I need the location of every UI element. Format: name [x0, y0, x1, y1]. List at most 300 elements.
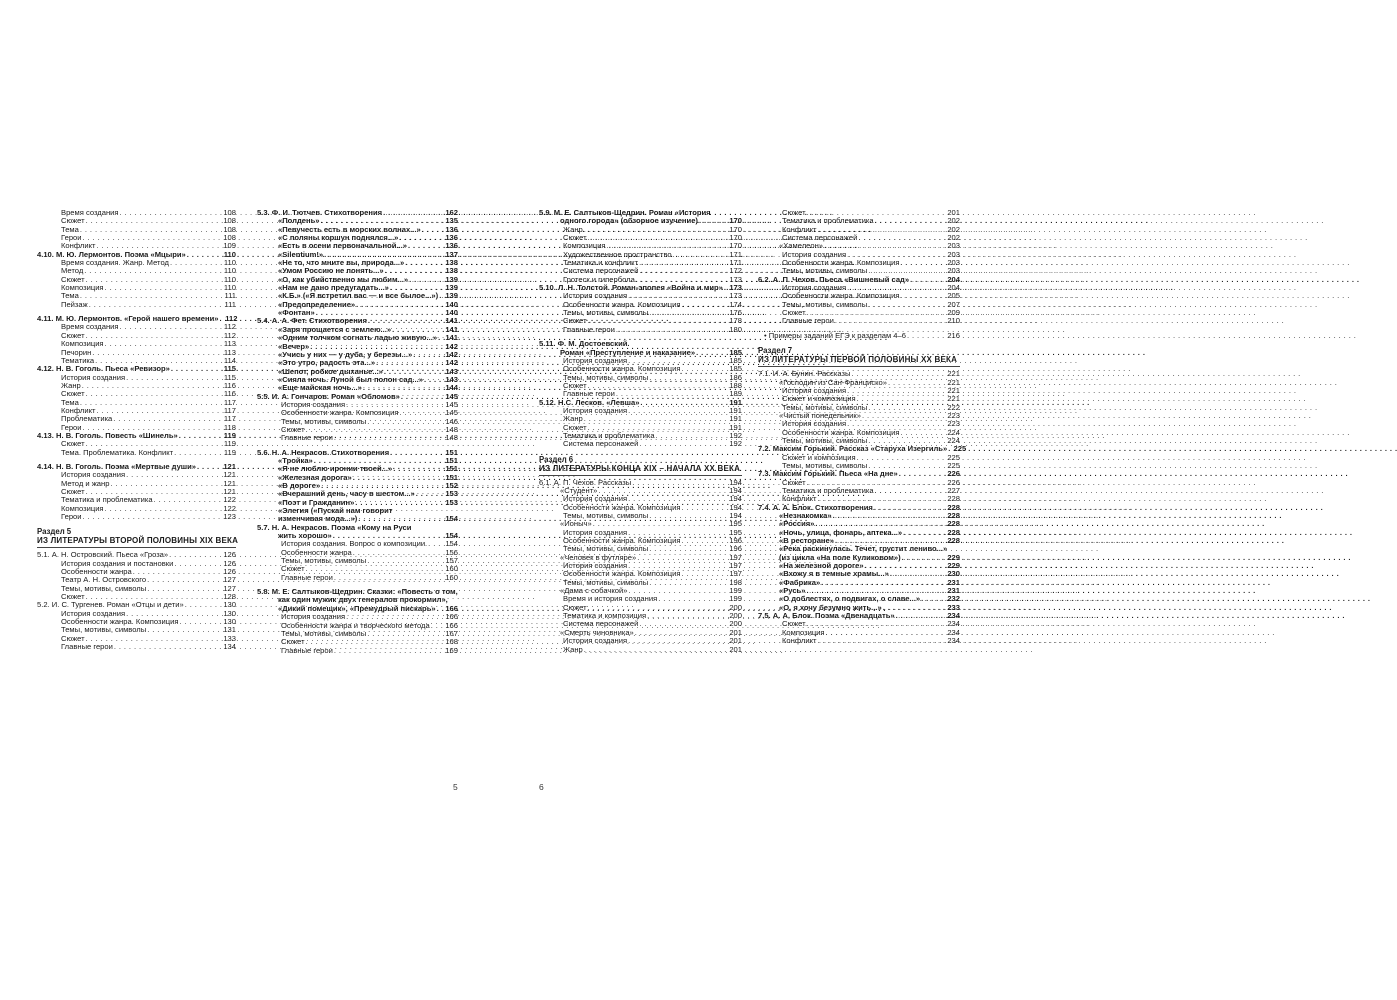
page-ref: 234 [947, 636, 960, 646]
chapter-divider [37, 547, 236, 548]
page-ref: 170 [729, 233, 742, 243]
page-ref: 197 [729, 569, 742, 579]
entry-title: Жанр [61, 380, 81, 390]
page-ref: 229 [947, 552, 960, 562]
dot-leader [835, 317, 946, 325]
entry-title: «Ночь, улица, фонарь, аптека...» [779, 527, 903, 537]
dot-leader [907, 332, 946, 340]
page-ref: 122 [223, 503, 236, 513]
entry-title: «Шепот, робкое дыханье...» [278, 366, 383, 376]
page-ref: 221 [947, 377, 960, 387]
chapter-title: ИЗ ЛИТЕРАТУРЫ ВТОРОЙ ПОЛОВИНЫ XIX ВЕКА [37, 536, 239, 546]
entry-title: Темы, мотивы, символы [782, 402, 868, 412]
entry-title: Композиция [61, 283, 104, 293]
page-ref: 133 [223, 633, 236, 643]
entry-title: История создания [563, 636, 628, 646]
entry-title: «Есть в осени первоначальной...» [278, 241, 407, 251]
entry-title: Система персонажей [563, 619, 639, 629]
entry-title: Главные герои [281, 645, 333, 655]
entry-title: Тема [61, 291, 79, 301]
entry-title: Сюжет [61, 389, 85, 399]
page-ref: 148 [445, 433, 458, 443]
entry-title: 5.10. Л. Н. Толстой. Роман-эпопея «Война и мир» [539, 283, 723, 293]
entry-title: Темы, мотивы, символы [281, 416, 367, 426]
entry-title: Главные герои [563, 389, 615, 399]
page-ref: 173 [729, 291, 742, 301]
entry-title: Герои [61, 422, 82, 432]
entry-title: • Примеры заданий ЕГЭ к разделам 4–6 [764, 330, 906, 340]
page-ref: 136 [445, 233, 458, 243]
entry-title: Особенности жанра. Композиция [281, 408, 399, 418]
page-ref: 118 [223, 422, 236, 432]
page-ref: 204 [947, 274, 960, 284]
entry-title: изменчивая мода...») [278, 514, 358, 524]
page-ref: 201 [947, 208, 960, 217]
entry-title: «О, я хочу безумно жить...» [779, 602, 882, 612]
page-ref: 142 [445, 349, 458, 359]
entry-title: Система персонажей [563, 266, 639, 276]
page-ref: 136 [445, 224, 458, 234]
entry-title: История создания [563, 355, 628, 365]
page-ref: 199 [729, 586, 742, 596]
toc-subentry [37, 449, 236, 457]
entry-title: Жанр [563, 644, 583, 654]
entry-title: Тематика и композиция [563, 611, 647, 621]
entry-title: 4.10. М. Ю. Лермонтов. Поэма «Мцыри» [37, 249, 186, 259]
entry-title: Герои [61, 512, 82, 522]
page-ref: 191 [729, 414, 742, 424]
entry-title: «Дама с собачкой» [560, 586, 628, 596]
page-ref: 141 [445, 324, 458, 334]
page-ref: 113 [223, 347, 236, 357]
page-ref: 200 [729, 619, 742, 629]
page-ref: 122 [223, 495, 236, 505]
page-ref: 210 [947, 316, 960, 326]
page-ref: 201 [729, 644, 742, 654]
page-ref: 223 [947, 419, 960, 429]
entry-title: Особенности жанра. Композиция [782, 427, 900, 437]
entry-title: Сюжет [61, 487, 85, 496]
entry-title: Сюжет [61, 330, 85, 340]
toc-entry-line: 5.7. Н. А. Некрасов. Поэма «Кому на Руси [257, 522, 412, 532]
entry-title: Тематика и проблематика [782, 485, 874, 495]
entry-title: Сюжет [61, 274, 85, 284]
entry-title: История создания [281, 399, 346, 409]
entry-title: Главные герои [61, 642, 113, 652]
page-ref: 197 [729, 561, 742, 571]
page-ref: 230 [947, 569, 960, 579]
page-ref: 119 [223, 439, 236, 449]
page-ref: 109 [223, 241, 236, 251]
entry-title: Тематика и конфликт [563, 258, 639, 268]
page-ref: 185 [729, 364, 742, 374]
dot-leader [817, 637, 946, 645]
entry-title: 5.4. А. А. Фет. Стихотворения [257, 316, 367, 326]
entry-title: Сюжет [61, 633, 85, 643]
page-ref: 194 [729, 485, 742, 495]
page-ref: 115 [223, 364, 236, 374]
page-ref: 174 [729, 299, 742, 309]
entry-title: Тематика и проблематика [61, 495, 153, 505]
page-ref: 116 [223, 389, 236, 399]
page-ref: 221 [947, 385, 960, 395]
page-ref: 170 [729, 241, 742, 251]
entry-title: 4.12. Н. В. Гоголь. Пьеса «Ревизор» [37, 364, 170, 374]
page-ref: 203 [947, 258, 960, 268]
page-ref: 224 [947, 435, 960, 445]
entry-title: Сюжет [281, 564, 305, 574]
entry-title: «Чистый понедельник» [779, 410, 861, 420]
page-ref: 117 [223, 405, 236, 415]
page-ref: 148 [445, 424, 458, 434]
page-ref: 153 [445, 489, 458, 499]
toc-entry-line: 5.9. М. Е. Салтыков-Щедрин. Роман «История [539, 208, 711, 217]
entry-title: «Сияла ночь. Луной был полон сад...» [278, 374, 423, 384]
page-ref: 216 [947, 330, 960, 340]
page-ref: 151 [445, 447, 458, 457]
page-ref: 115 [223, 372, 236, 382]
page-ref: 116 [223, 380, 236, 390]
page-ref: 160 [445, 572, 458, 582]
entry-title: Сюжет [563, 602, 587, 612]
page-ref: 169 [445, 645, 458, 655]
toc-subentry [257, 647, 458, 655]
entry-title: «Это утро, радость эта...» [278, 358, 376, 368]
entry-title: Главные герои [281, 572, 333, 582]
entry-title: История создания [563, 405, 628, 415]
entry-title: Печорин [61, 347, 92, 357]
entry-title: Темы, мотивы, символы [782, 266, 868, 276]
page-ref: 137 [445, 249, 458, 259]
toc-subentry [37, 643, 236, 651]
page-ref: 173 [729, 274, 742, 284]
page-ref: 127 [223, 575, 236, 585]
entry-title: «Тройка» [278, 455, 313, 465]
entry-title: Гротеск и гипербола [563, 274, 635, 284]
dot-leader [334, 647, 444, 655]
dot-leader [114, 643, 222, 651]
page-ref: 231 [947, 577, 960, 587]
entry-title: Система персонажей [563, 439, 639, 449]
page-ref: 135 [445, 216, 458, 226]
page-ref: 110 [223, 274, 236, 284]
entry-title: Пейзаж [61, 299, 88, 309]
entry-title: «Человек в футляре» [560, 552, 637, 562]
page-ref: 226 [947, 469, 960, 479]
entry-title: Жанр [563, 414, 583, 424]
page-ref: 167 [445, 628, 458, 638]
page-ref: 170 [729, 224, 742, 234]
page-ref: 228 [947, 494, 960, 504]
page-ref: 145 [445, 399, 458, 409]
page-ref: 114 [223, 355, 236, 365]
entry-title: 5.6. Н. А. Некрасов. Стихотворения [257, 447, 390, 457]
page-ref: 134 [223, 642, 236, 652]
entry-title: Система персонажей [782, 233, 858, 243]
page-ref: 231 [947, 586, 960, 596]
page-ref: 198 [729, 577, 742, 587]
page-ref: 194 [729, 494, 742, 504]
entry-title: История создания [61, 470, 126, 480]
chapter-label: Раздел 5 [37, 527, 72, 537]
toc-entry-line: 5.8. М. Е. Салтыков-Щедрин. Сказки: «Повесть о том, [257, 587, 458, 597]
page-ref: 126 [223, 567, 236, 577]
page-ref: 204 [947, 283, 960, 293]
page-ref: 200 [729, 602, 742, 612]
entry-title: 5.1. А. Н. Островский. Пьеса «Гроза» [37, 550, 169, 560]
entry-title: Особенности жанра [281, 547, 352, 557]
page-ref: 203 [947, 266, 960, 276]
entry-title: «Певучесть есть в морских волнах...» [278, 224, 421, 234]
page-ref: 156 [445, 547, 458, 557]
entry-title: 7.5. А. А. Блок. Поэма «Двенадцать» [758, 611, 895, 621]
page-ref: 166 [445, 620, 458, 630]
page-number-left: 5 [453, 782, 458, 792]
entry-title: Темы, мотивы, символы [563, 544, 649, 554]
page-ref: 223 [947, 410, 960, 420]
entry-title: «Одним толчком согнать ладью живую...» [278, 333, 438, 343]
page-ref: 178 [729, 316, 742, 326]
page-ref: 228 [947, 502, 960, 512]
entry-title: Сюжет [782, 308, 806, 318]
page-ref: 160 [445, 564, 458, 574]
entry-title: История создания [782, 385, 847, 395]
page-ref: 111 [224, 291, 236, 301]
page-ref: 151 [445, 472, 458, 482]
page-ref: 228 [947, 519, 960, 529]
page-ref: 119 [223, 447, 236, 457]
entry-title: История создания [61, 372, 126, 382]
page-ref: 234 [947, 611, 960, 621]
page-ref: 205 [947, 291, 960, 301]
entry-title: Темы, мотивы, символы [61, 625, 147, 635]
chapter-divider [539, 475, 742, 476]
page-ref: 203 [947, 249, 960, 259]
page-ref: 131 [223, 625, 236, 635]
entry-title: История создания [281, 612, 346, 622]
entry-title: Сюжет и композиция [782, 394, 856, 404]
entry-title: Тематика и проблематика [782, 216, 874, 226]
page-ref: 157 [445, 556, 458, 566]
entry-title: Композиция [782, 627, 825, 637]
entry-title: История создания. Вопрос о композиции. [281, 539, 428, 549]
entry-title: жить хорошо» [278, 531, 332, 541]
entry-title: 4.14. Н. В. Гоголь. Поэма «Мертвые души» [37, 461, 197, 471]
page-ref: 143 [445, 374, 458, 384]
page-ref: 233 [947, 602, 960, 612]
toc-entry-line: «Элегия («Пускай нам говорит [278, 506, 393, 516]
dot-leader [174, 449, 222, 457]
toc-entry-line: 5.11. Ф. М. Достоевский. [539, 339, 630, 349]
page-ref: 221 [947, 369, 960, 379]
entry-title: «Господин из Сан-Франциско» [779, 377, 887, 387]
page-ref: 173 [729, 283, 742, 293]
page-ref: 154 [445, 539, 458, 549]
entry-title: Особенности жанра. Композиция [563, 299, 681, 309]
page-ref: 197 [729, 552, 742, 562]
entry-title: «Предопределение» [278, 299, 356, 309]
page-ref: 112 [225, 314, 238, 324]
page-ref: 128 [223, 592, 236, 602]
page-ref: 176 [729, 308, 742, 318]
dot-leader [584, 646, 728, 654]
page-ref: 142 [445, 341, 458, 351]
page-ref: 110 [223, 283, 236, 293]
page-ref: 221 [947, 394, 960, 404]
page-ref: 192 [729, 430, 742, 440]
page-ref: 151 [445, 464, 458, 474]
page-ref: 154 [445, 531, 458, 541]
entry-title: Конфликт [61, 405, 96, 415]
entry-title: Сюжет [563, 233, 587, 243]
entry-title: «На железной дороге» [779, 561, 864, 571]
entry-title: История создания [563, 291, 628, 301]
page-ref: 186 [729, 372, 742, 382]
toc-column-3 [539, 209, 742, 654]
entry-title: Время и история создания [563, 594, 658, 604]
entry-title: «О, как убийственно мы любим...» [278, 274, 409, 284]
entry-title: История создания [563, 527, 628, 537]
page-ref: 192 [729, 439, 742, 449]
page-ref: 171 [729, 249, 742, 259]
page-ref: 139 [445, 291, 458, 301]
page-ref: 170 [729, 216, 742, 226]
page-ref: 228 [947, 527, 960, 537]
entry-title: «Фабрика» [779, 577, 821, 587]
page-ref: 225 [953, 444, 967, 454]
entry-title: «В ресторане» [779, 536, 834, 546]
entry-title: 7.4. А. А. Блок. Стихотворения [758, 502, 873, 512]
page-ref: 117 [223, 397, 236, 407]
dot-leader [639, 440, 728, 448]
toc-column-1 [37, 208, 239, 652]
page-ref: 194 [729, 502, 742, 512]
entry-title: Сюжет [782, 619, 806, 629]
entry-title: «С поляны коршун поднялся...» [278, 233, 399, 243]
entry-title: Время создания [61, 208, 119, 217]
page-ref: 108 [223, 224, 236, 234]
entry-title: Особенности жанра. Композиция [61, 617, 179, 627]
entry-title: Конфликт [61, 241, 96, 251]
entry-title: Темы, мотивы, символы [563, 511, 649, 520]
entry-title: Сюжет [563, 422, 587, 432]
chapter-label: Раздел 6 [539, 454, 574, 464]
entry-title: (из цикла «На поле Куликовом») [779, 552, 901, 562]
entry-title: 5.3. Ф. И. Тютчев. Стихотворения [257, 208, 383, 217]
entry-title: Темы, мотивы, символы [782, 299, 868, 309]
page-ref: 140 [445, 308, 458, 318]
dot-leader [83, 513, 222, 521]
page-ref: 112 [223, 330, 236, 340]
toc-subentry [539, 646, 742, 654]
page-ref: 117 [223, 414, 236, 424]
entry-title: 5.5. И. А. Гончаров. Роман «Обломов» [257, 391, 400, 401]
entry-title: Тема [61, 397, 79, 407]
page-ref: 139 [445, 274, 458, 284]
entry-title: Герои [61, 233, 82, 243]
entry-title: Особенности жанра. Композиция [563, 364, 681, 374]
entry-title: Особенности жанра. Композиция [563, 536, 681, 546]
page-ref: 110 [223, 258, 236, 268]
page-ref: 189 [729, 389, 742, 399]
entry-title: Сюжет [563, 316, 587, 326]
entry-title: Художественное пространство [563, 249, 672, 259]
entry-title: Сюжет [782, 208, 806, 217]
page-ref: 180 [729, 324, 742, 334]
entry-title: «Не то, что мните вы, природа...» [278, 258, 405, 268]
page-ref: 202 [947, 233, 960, 243]
chapter-title: ИЗ ЛИТЕРАТУРЫ ПЕРВОЙ ПОЛОВИНЫ XX ВЕКА [758, 355, 958, 365]
page-ref: 166 [445, 603, 458, 613]
entry-title: «К.Б.» («Я встретил вас — и все былое...») [278, 291, 439, 301]
page-ref: 121 [223, 461, 236, 471]
entry-title: «Россия» [779, 519, 815, 529]
entry-title: Время создания [61, 322, 119, 332]
toc-column-4 [758, 208, 967, 646]
entry-title: «О доблестях, о подвигах, о славе...» [779, 594, 921, 604]
page-ref: 201 [729, 636, 742, 646]
page-ref: 121 [223, 478, 236, 488]
entry-title: «Я не люблю иронии твоей...» [278, 464, 393, 474]
page-ref: 145 [445, 391, 458, 401]
toc-subentry [37, 301, 236, 309]
entry-title: Темы, мотивы, символы [563, 308, 649, 318]
entry-title: История создания [782, 283, 847, 293]
entry-title: Темы, мотивы, символы [281, 556, 367, 566]
entry-title: «Русь» [779, 586, 806, 596]
page-ref: 202 [947, 216, 960, 226]
entry-title: «Хамелеон» [779, 241, 823, 251]
chapter-heading [539, 455, 742, 476]
page-ref: 188 [729, 380, 742, 390]
dot-leader [616, 326, 728, 334]
page-ref: 225 [947, 452, 960, 462]
chapter-divider [758, 366, 960, 367]
entry-title: «Нам не дано предугадать...» [278, 283, 389, 293]
page-ref: 110 [223, 266, 236, 276]
dot-leader [89, 301, 222, 309]
entry-title: Особенности жанра. Композиция [563, 502, 681, 512]
page-ref: 112 [223, 322, 236, 332]
entry-title: «Вхожу я в темные храмы...» [779, 569, 889, 579]
entry-title: Конфликт [782, 224, 817, 234]
page-ref: 123 [223, 512, 236, 522]
entry-title: «Полдень» [278, 216, 320, 226]
entry-title: История создания [563, 561, 628, 571]
page-ref: 234 [947, 627, 960, 637]
entry-title: Темы, мотивы, символы [563, 577, 649, 587]
entry-title: История создания [782, 419, 847, 429]
page-ref: 146 [445, 416, 458, 426]
toc-subentry [758, 637, 960, 645]
entry-title: Темы, мотивы, символы [563, 372, 649, 382]
entry-title: История создания [782, 249, 847, 259]
entry-title: «Вечер» [278, 341, 310, 351]
toc-subentry [539, 440, 742, 448]
page-ref: 224 [947, 427, 960, 437]
page-ref: 194 [729, 511, 742, 520]
page-ref: 108 [223, 233, 236, 243]
page-ref: 191 [729, 405, 742, 415]
entry-title: Сюжет и композиция [782, 452, 856, 462]
entry-title: «Дикий помещик», «Премудрый пискарь» [278, 603, 436, 613]
entry-title: Тематика и проблематика [563, 430, 655, 440]
entry-title: Главные герои [563, 324, 615, 334]
page-ref: 191 [729, 422, 742, 432]
entry-title: Темы, мотивы, символы [782, 460, 868, 470]
page-ref: 191 [729, 397, 742, 407]
page-ref: 143 [445, 366, 458, 376]
